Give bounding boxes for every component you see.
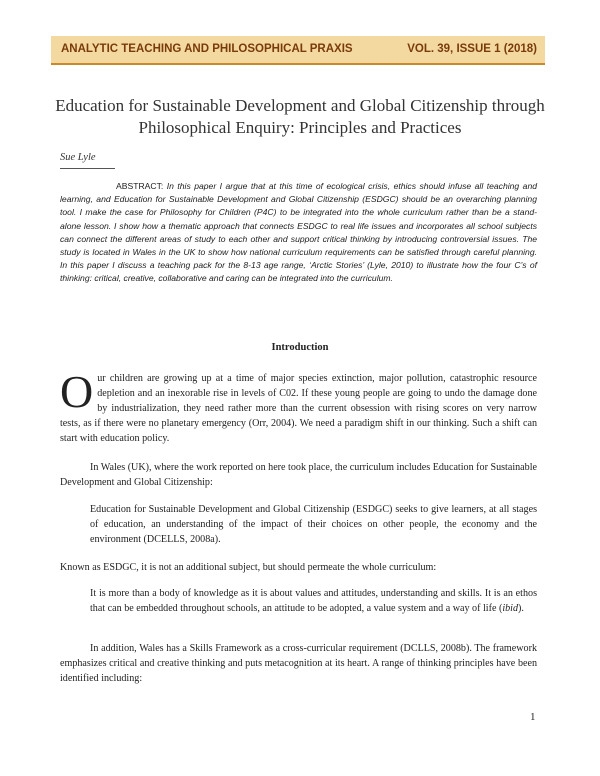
author-divider xyxy=(60,168,115,169)
ibid-citation: ibid xyxy=(502,603,519,614)
author-name: Sue Lyle xyxy=(60,152,96,163)
intro-paragraph-2: In Wales (UK), where the work reported on here took place, the curriculum includes Education for Sustainable Development and Global Citizenship: xyxy=(60,462,537,488)
abstract-label: ABSTRACT: xyxy=(116,181,164,191)
drop-cap: O xyxy=(60,366,94,417)
intro-paragraph-1-text: ur children are growing up at a time of major species extinction, major pollution, catastrophic resource depletion and an inexorable rise in levels of C02. If these young people are going to undo the damage done by industrialization, they need rather more than the current obsession with rising scores on very narrow tests, as if there were no planetary emergency (Orr, 2004). We need a paradigm shift in our thinking. Such a shift can start with education policy. xyxy=(60,373,537,444)
page-number: 1 xyxy=(530,711,536,723)
abstract-text: In this paper I argue that at this time of ecological crisis, ethics should infuse all teaching and learning, and Education for Sustainable Development and Global Citizenship (ESDGC) should be an overarching planning tool. I make the case for Philosophy for Children (P4C) to be integrated into the whole curriculum rather than be a stand-alone lesson. I show how a thematic approach that connects ESDGC to real life issues and incorporates all school subjects can connect the different areas of study to each other and support critical thinking by introducing controversial issues. The study is located in Wales in the UK to show how national curriculum requirements can be satisfied through careful planning. In this paper I discuss a teaching pack for the 8-13 age range, ‘Arctic Stories’ (Lyle, 2010) to illustrate how the four C’s of thinking: critical, creative, collaborative and caring can be integrated into the curriculum. xyxy=(60,181,537,284)
article-title: Education for Sustainable Development and Global Citizenship through Philosophical Enquiry: Principles and Practices xyxy=(55,96,545,137)
block-quote-2 xyxy=(90,586,537,616)
intro-paragraph-3: Known as ESDGC, it is not an additional subject, but should permeate the whole curriculum: xyxy=(60,562,437,573)
block-quote-2-text: It is more than a body of knowledge as it is about values and attitudes, understanding and skills. It is an ethos that can be embedded throughout schools, an attitude to be adopted, a value system and a way of life ( xyxy=(90,588,537,614)
block-quote-2-end: ). xyxy=(518,603,524,614)
journal-header-bar xyxy=(51,36,545,65)
abstract xyxy=(60,180,537,286)
block-quote-1: Education for Sustainable Development and Global Citizenship (ESDGC) seeks to give learners, at all stages of education, an understanding of the impact of their choices on other people, the economy and the environment (DCELLS, 2008a). xyxy=(90,504,537,545)
intro-paragraph-1 xyxy=(60,366,537,446)
intro-paragraph-4: In addition, Wales has a Skills Framework as a cross-curricular requirement (DCLLS, 2008b). The framework emphasizes critical and creative thinking and puts metacognition at its heart. A range of thinking principles have been identified including: xyxy=(60,643,537,684)
journal-name: ANALYTIC TEACHING AND PHILOSOPHICAL PRAXIS xyxy=(61,43,353,55)
section-heading-introduction: Introduction xyxy=(271,342,329,353)
volume-issue: VOL. 39, ISSUE 1 (2018) xyxy=(407,43,537,55)
